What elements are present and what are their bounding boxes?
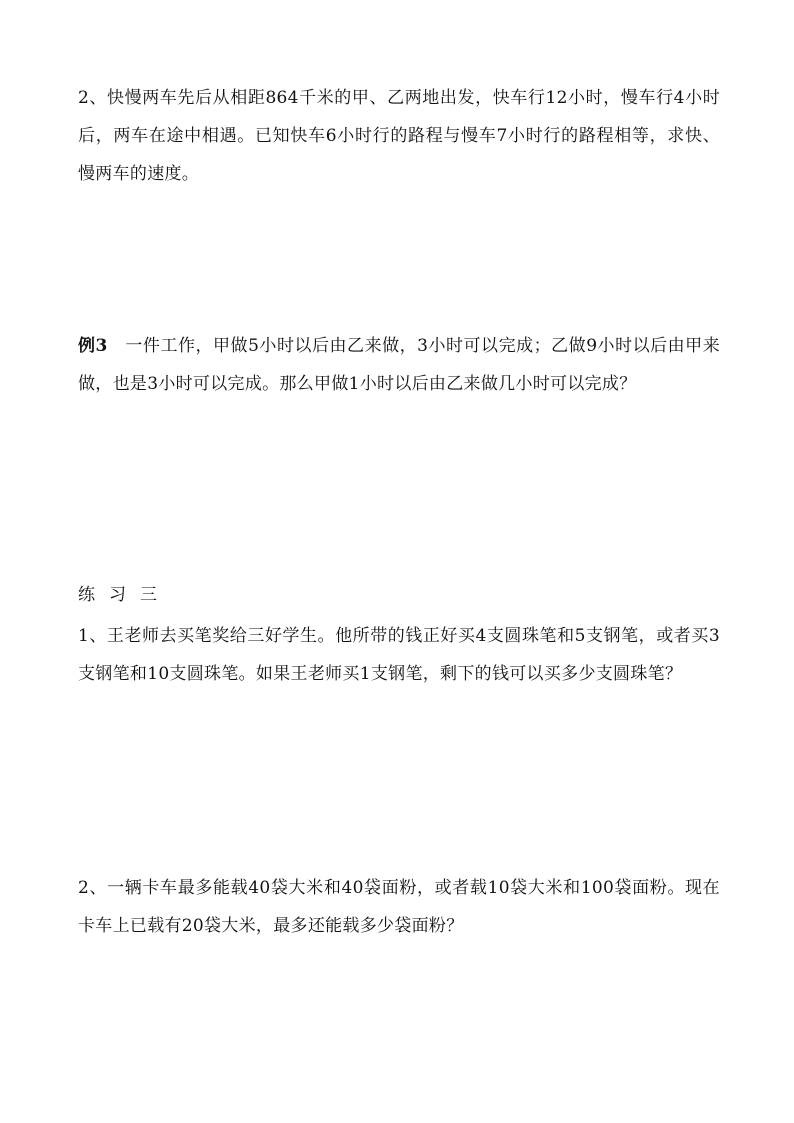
example-3 xyxy=(78,327,720,403)
example-3-text: 一件工作，甲做5小时以后由乙来做，3小时可以完成；乙做9小时以后由甲来做，也是3小时可以完成。那么甲做1小时以后由乙来做几小时可以完成？ xyxy=(78,336,720,394)
exercise-3-question-2: 2、一辆卡车最多能载40袋大米和40袋面粉，或者载10袋大米和100袋面粉。现在卡车上已载有20袋大米，最多还能载多少袋面粉？ xyxy=(78,878,720,936)
exercise-3-heading: 练习三 xyxy=(78,585,171,605)
problem-2: 2、快慢两车先后从相距864千米的甲、乙两地出发，快车行12小时，慢车行4小时后，两车在途中相遇。已知快车6小时行的路程与慢车7小时行的路程相等，求快、慢两车的速度。 xyxy=(78,88,720,184)
exercise-3-question-1: 1、王老师去买笔奖给三好学生。他所带的钱正好买4支圆珠笔和5支钢笔，或者买3支钢笔和10支圆珠笔。如果王老师买1支钢笔，剩下的钱可以买多少支圆珠笔？ xyxy=(78,626,720,684)
example-3-label: 例3 xyxy=(78,336,108,356)
